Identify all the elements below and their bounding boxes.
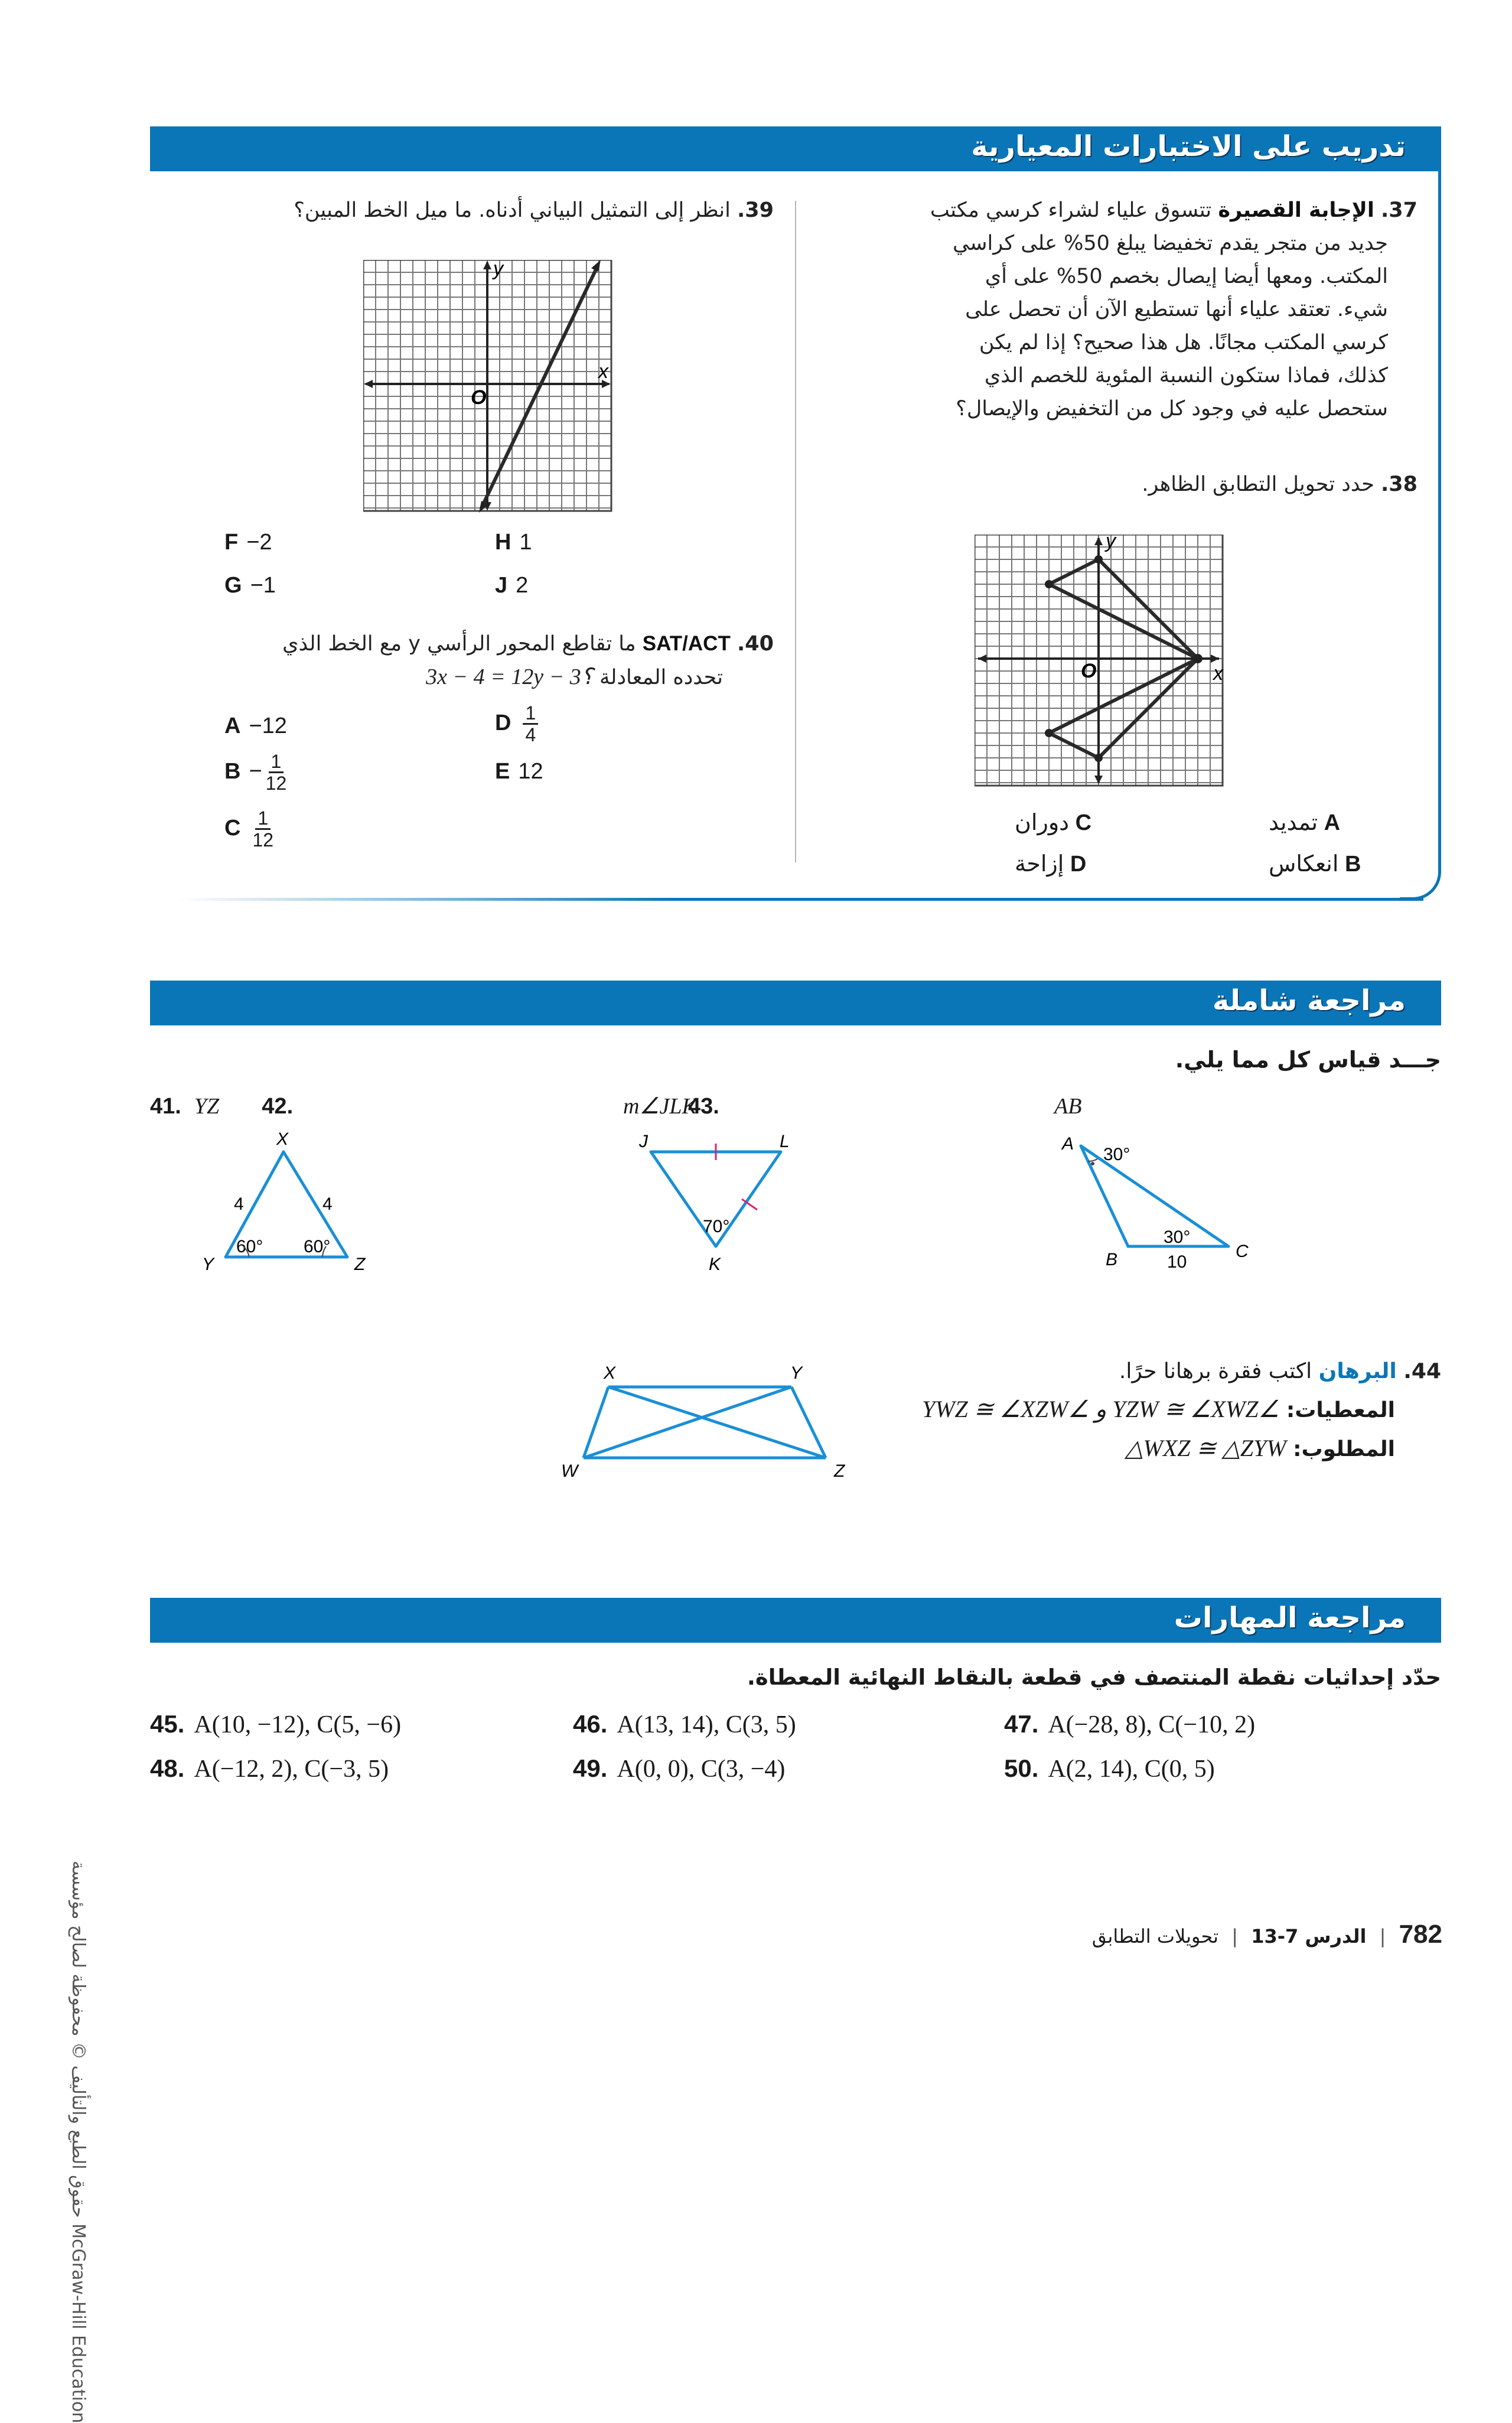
spiral-instruction: جـــد قياس كل مما يلي.	[1175, 1047, 1441, 1073]
exercise-47: 47. A(−28, 8), C(−10, 2)	[1004, 1710, 1256, 1738]
vertex-L: L	[780, 1132, 790, 1151]
vertex-W: W	[561, 1461, 578, 1481]
vertex-J: J	[639, 1132, 648, 1151]
box-border-bottom	[177, 898, 1423, 901]
question-text-line: المكتب. ومعها أيضا إيصال بخصم 50% على أي	[985, 265, 1388, 288]
option-A: تمديد A	[1269, 810, 1341, 835]
section-title: مراجعة المهارات	[1174, 1601, 1406, 1634]
triangle-41	[189, 1122, 378, 1276]
vertex-Z: Z	[834, 1461, 845, 1481]
skills-instruction: حدّد إحداثيات نقطة المنتصف في قطعة بالنقاط النهائية المعطاة.	[747, 1665, 1441, 1690]
question-40	[183, 627, 774, 694]
section-title: مراجعة شاملة	[1212, 984, 1406, 1017]
given-label: المعطيات:	[1286, 1398, 1395, 1422]
vertex-Y: Y	[790, 1363, 803, 1383]
question-37	[874, 194, 1418, 425]
question-label: الإجابة القصيرة	[1218, 198, 1374, 222]
option-A: A −12	[224, 714, 287, 738]
question-43-text: AB	[1054, 1094, 1082, 1119]
lesson-label: الدرس 7-13	[1251, 1925, 1367, 1947]
question-number: 38.	[1380, 473, 1418, 496]
question-text-line: جديد من متجر يقدم تخفيضا يبلغ 50% على كراسي	[952, 232, 1388, 255]
angle-label: 60°	[304, 1237, 331, 1256]
question-label: SAT/ACT	[642, 632, 731, 655]
question-43: 43.	[688, 1094, 719, 1119]
option-H: H 1	[495, 530, 532, 555]
prove-statement: △WXZ ≅ △ZYW	[1125, 1435, 1286, 1461]
question-38	[874, 468, 1418, 501]
vertex-A: A	[1062, 1134, 1074, 1154]
fraction: $\frac{1}{12}$	[252, 807, 274, 851]
exercise-49: 49. A(0, 0), C(3, −4)	[573, 1754, 786, 1783]
box-border-corner	[1400, 851, 1441, 900]
question-44	[850, 1353, 1441, 1468]
exercise-45: 45. A(10, −12), C(5, −6)	[150, 1710, 402, 1738]
axis-label-y: y	[493, 260, 503, 280]
option-F: F −2	[224, 530, 272, 555]
section-header-spiral	[150, 981, 1441, 1025]
vertex-C: C	[1236, 1242, 1249, 1261]
question-text: اكتب فقرة برهانا حرًا.	[1119, 1359, 1312, 1383]
axis-label-x: x	[598, 360, 608, 383]
q44-figure	[543, 1359, 850, 1500]
side-label: 4	[322, 1194, 333, 1214]
footer-separator: |	[1379, 1925, 1386, 1947]
section-header-skills	[150, 1598, 1441, 1643]
given-statement: ∠YZW ≅ ∠XWZ و ∠YWZ ≅ ∠XZW	[921, 1396, 1280, 1422]
side-label: 4	[234, 1194, 244, 1214]
angle-label: 70°	[703, 1217, 730, 1236]
question-text-line: شيء. تعتقد علياء أنها تستطيع الآن أن تحصل على	[965, 298, 1388, 321]
option-B: B − $\frac{1}{12}$	[224, 751, 287, 794]
option-C: C $\frac{1}{12}$	[224, 807, 274, 851]
fraction: $\frac{1}{12}$	[265, 751, 287, 794]
option-G: G −1	[224, 573, 276, 598]
equation: 3x − 4 = 12y − 3؟	[426, 665, 593, 689]
origin-label: O	[1081, 660, 1097, 682]
option-J: J 2	[495, 573, 529, 598]
option-D: إزاحة D	[1015, 852, 1087, 877]
exercise-46: 46. A(13, 14), C(3, 5)	[573, 1710, 796, 1738]
option-D: D $\frac{1}{4}$	[495, 703, 538, 745]
prove-label: المطلوب:	[1293, 1437, 1395, 1461]
question-label: البرهان	[1318, 1359, 1397, 1383]
axis-label-x: x	[1213, 662, 1223, 685]
triangle-42	[626, 1128, 803, 1282]
vertex-X: X	[276, 1129, 289, 1149]
option-E: E 12	[495, 759, 543, 784]
axis-label-y: y	[1106, 535, 1116, 552]
q38-graph	[975, 535, 1226, 789]
fraction: $\frac{1}{4}$	[523, 703, 538, 745]
column-divider	[795, 201, 796, 862]
exercise-50: 50. A(2, 14), C(0, 5)	[1004, 1754, 1215, 1783]
question-text-line: كرسي المكتب مجانًا. هل هذا صحيح؟ إذا لم يكن	[979, 331, 1388, 354]
question-42: m∠JLK	[623, 1094, 697, 1119]
vertex-X: X	[604, 1363, 616, 1383]
question-number: 37.	[1380, 198, 1418, 222]
question-39	[183, 194, 774, 227]
section-title: تدريب على الاختبارات المعيارية	[971, 130, 1406, 163]
origin-label: O	[471, 386, 487, 409]
question-text: حدد تحويل التطابق الظاهر.	[1142, 473, 1374, 496]
q39-graph	[363, 260, 617, 514]
triangle-43	[1051, 1128, 1264, 1276]
question-number: 39.	[737, 198, 774, 222]
section-header-standardized	[150, 126, 1441, 171]
question-text: انظر إلى التمثيل البياني أدناه. ما ميل الخط المبين؟	[294, 198, 731, 222]
lesson-title: تحويلات التطابق	[1091, 1925, 1219, 1947]
vertex-K: K	[709, 1255, 721, 1274]
footer-separator: |	[1231, 1925, 1239, 1947]
box-border-right	[1438, 171, 1441, 856]
question-text-line: تتسوق علياء لشراء كرسي مكتب	[930, 198, 1212, 222]
vertex-B: B	[1106, 1250, 1118, 1269]
exercise-48: 48. A(−12, 2), C(−3, 5)	[150, 1754, 389, 1783]
graph-line	[481, 265, 598, 508]
question-41: 41. YZ 42.	[150, 1094, 294, 1119]
vertex-Z: Z	[354, 1255, 366, 1274]
option-C: دوران C	[1015, 810, 1092, 835]
page-number: 782	[1399, 1920, 1442, 1949]
angle-label: 30°	[1164, 1227, 1191, 1247]
side-label: 10	[1167, 1252, 1187, 1272]
question-text-line: تحدده المعادلة	[599, 666, 723, 689]
option-B: انعكاس B	[1269, 852, 1361, 877]
angle-label: 60°	[236, 1237, 263, 1256]
question-text-line: كذلك، فماذا ستكون النسبة المئوية للخصم الذي	[984, 364, 1388, 387]
angle-label: 30°	[1103, 1145, 1130, 1164]
question-text-line: ستحصل عليه في وجود كل من التخفيض والإيصال؟	[956, 397, 1388, 421]
page-footer	[1092, 1920, 1442, 1949]
question-number: 40.	[737, 632, 774, 656]
question-text-line: ما تقاطع المحور الرأسي y مع الخط الذي	[282, 632, 636, 656]
vertex-Y: Y	[202, 1255, 214, 1274]
copyright-sidebar: حقوق الطبع والتأليف © محفوظة لصالح مؤسسة McGraw-Hill Education	[68, 1861, 89, 2423]
question-number: 44.	[1403, 1359, 1441, 1383]
